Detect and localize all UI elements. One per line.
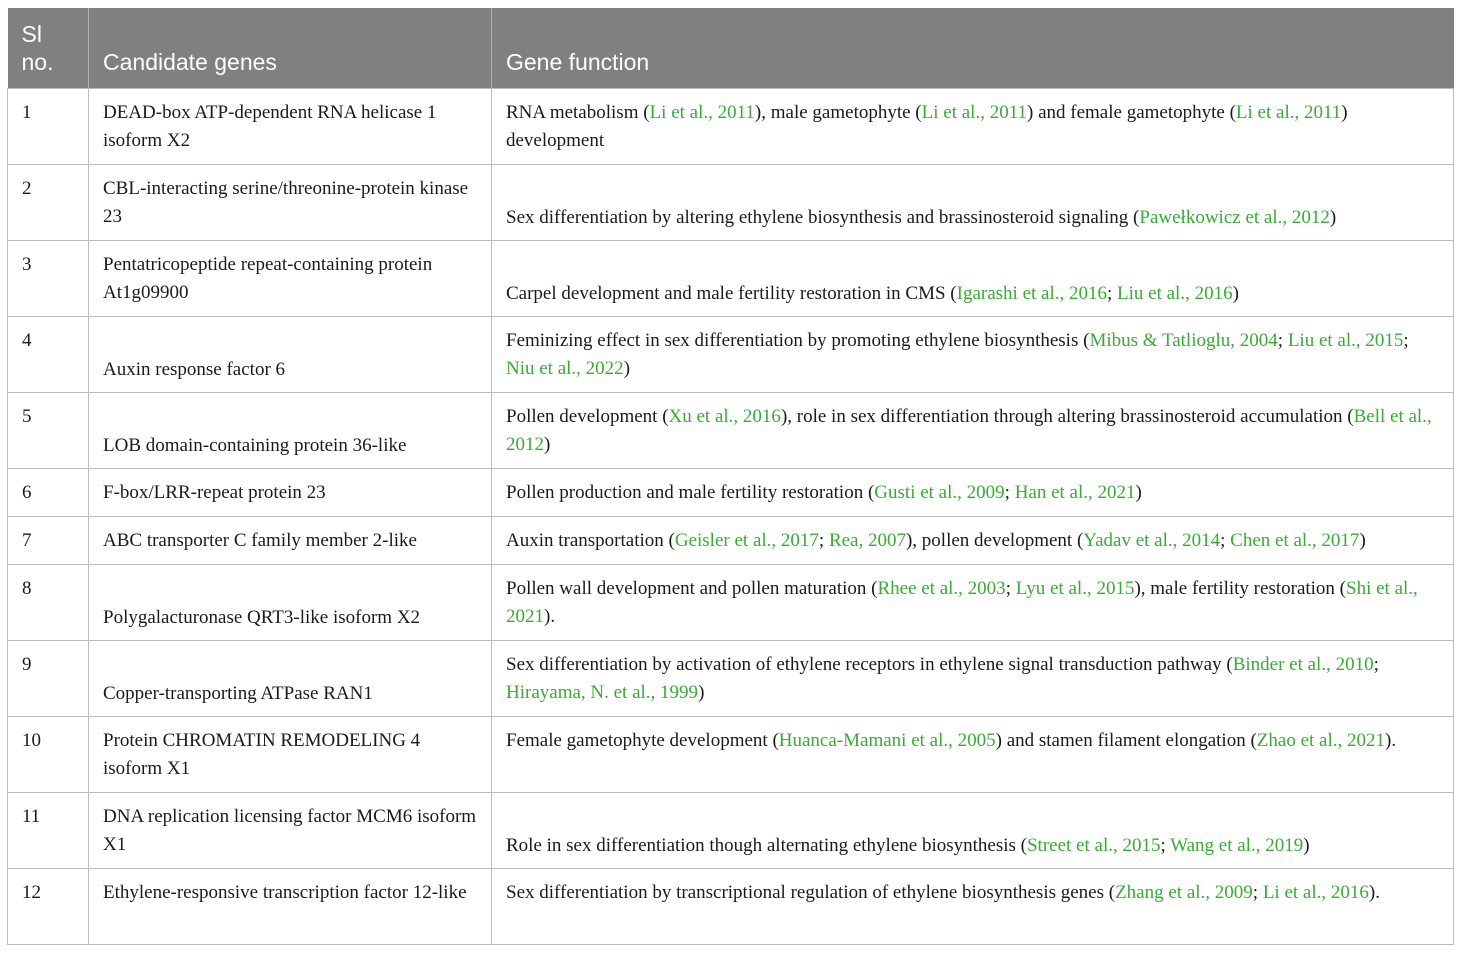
cell-gene-function — [492, 469, 1454, 517]
cell-sl-no: 8 — [8, 565, 89, 641]
function-text: Feminizing effect in sex differentiation by promoting ethylene biosynthesis ( — [506, 330, 1090, 351]
cell-candidate-gene: Ethylene-responsive transcription factor 12-like — [89, 869, 492, 945]
reference-link[interactable]: Li et al., 2011 — [921, 102, 1027, 123]
cell-sl-no: 12 — [8, 869, 89, 945]
function-text: ; — [1160, 834, 1171, 856]
reference-link[interactable]: Wang et al., 2019 — [1170, 834, 1304, 856]
cell-sl-no: 11 — [8, 793, 89, 869]
table-row — [8, 317, 1454, 393]
function-text: ; — [1220, 530, 1231, 551]
reference-link[interactable]: Li et al., 2011 — [1235, 102, 1342, 123]
candidate-genes-table — [7, 8, 1454, 945]
function-text: ; — [818, 530, 829, 551]
function-text: Pollen wall development and pollen maturation ( — [506, 578, 878, 599]
table-row — [8, 393, 1454, 469]
function-text: ), male fertility restoration ( — [1134, 578, 1347, 599]
function-text: Sex differentiation by transcriptional regulation of ethylene biosynthesis genes ( — [506, 882, 1116, 903]
table-row — [8, 517, 1454, 565]
reference-link[interactable]: Rea, 2007 — [828, 530, 906, 551]
reference-link[interactable]: Chen et al., 2017 — [1230, 530, 1360, 551]
table-row — [8, 717, 1454, 793]
cell-gene-function — [492, 89, 1454, 165]
reference-link[interactable]: Rhee et al., 2003 — [877, 578, 1006, 599]
reference-link[interactable]: Bell et al., 2012 — [506, 406, 1432, 455]
reference-link[interactable]: Binder et al., 2010 — [1232, 654, 1374, 675]
reference-link[interactable]: Shi et al., 2021 — [506, 578, 1418, 627]
cell-candidate-gene: Auxin response factor 6 — [89, 317, 492, 393]
cell-gene-function — [492, 393, 1454, 469]
function-text: ; — [1373, 654, 1379, 675]
header-gene-function: Gene function — [492, 8, 1454, 89]
cell-gene-function — [492, 793, 1454, 869]
cell-candidate-gene: CBL-interacting serine/threonine-protein kinase 23 — [89, 165, 492, 241]
cell-candidate-gene: Pentatricopeptide repeat-containing protein At1g09900 — [89, 241, 492, 317]
function-text: Carpel development and male fertility restoration in CMS ( — [506, 282, 957, 304]
header-candidate-genes: Candidate genes — [89, 8, 492, 89]
reference-link[interactable]: Niu et al., 2022 — [506, 357, 624, 379]
cell-sl-no: 9 — [8, 641, 89, 717]
reference-link[interactable]: Mibus & Tatlioglu, 2004 — [1089, 330, 1278, 351]
function-text: ; — [1277, 330, 1288, 351]
header-sl-no: Sl no. — [8, 8, 89, 89]
function-text: ) — [1303, 834, 1310, 856]
function-text: Auxin transportation ( — [506, 530, 675, 551]
function-text: Pollen development ( — [506, 406, 669, 427]
table-row — [8, 565, 1454, 641]
cell-sl-no: 3 — [8, 241, 89, 317]
cell-sl-no: 6 — [8, 469, 89, 517]
cell-sl-no: 10 — [8, 717, 89, 793]
cell-gene-function — [492, 565, 1454, 641]
cell-sl-no: 7 — [8, 517, 89, 565]
table-row — [8, 469, 1454, 517]
table-body — [8, 89, 1454, 945]
cell-gene-function — [492, 165, 1454, 241]
function-text: Sex differentiation by altering ethylene biosynthesis and brassinosteroid signaling ( — [506, 206, 1140, 228]
cell-sl-no: 1 — [8, 89, 89, 165]
function-text: Role in sex differentiation though alternating ethylene biosynthesis ( — [506, 834, 1027, 856]
function-text: RNA metabolism ( — [506, 102, 650, 123]
function-text: ) — [544, 433, 551, 455]
table-header — [8, 8, 1454, 89]
cell-sl-no: 2 — [8, 165, 89, 241]
reference-link[interactable]: Huanca-Mamani et al., 2005 — [778, 730, 996, 751]
cell-candidate-gene: Copper-transporting ATPase RAN1 — [89, 641, 492, 717]
reference-link[interactable]: Geisler et al., 2017 — [674, 530, 819, 551]
cell-candidate-gene: DEAD-box ATP-dependent RNA helicase 1 isoform X2 — [89, 89, 492, 165]
table-row — [8, 165, 1454, 241]
cell-candidate-gene: F-box/LRR-repeat protein 23 — [89, 469, 492, 517]
cell-gene-function — [492, 517, 1454, 565]
reference-link[interactable]: Pawełkowicz et al., 2012 — [1139, 206, 1330, 228]
reference-link[interactable]: Liu et al., 2016 — [1117, 282, 1233, 304]
table-row — [8, 869, 1454, 945]
function-text: ) — [623, 357, 631, 379]
gene-table-container — [7, 8, 1453, 945]
table-row — [8, 241, 1454, 317]
reference-link[interactable]: Han et al., 2021 — [1014, 482, 1136, 503]
function-text: ), role in sex differentiation through altering brassinosteroid accumulation ( — [780, 406, 1354, 427]
function-text: Sex differentiation by activation of ethylene receptors in ethylene signal transduction pathway ( — [506, 654, 1233, 675]
function-text: ), male gametophyte ( — [754, 102, 922, 123]
cell-gene-function — [492, 869, 1454, 945]
cell-gene-function — [492, 241, 1454, 317]
cell-candidate-gene: Polygalacturonase QRT3-like isoform X2 — [89, 565, 492, 641]
function-text: ). — [544, 605, 556, 627]
function-text: Pollen production and male fertility restoration ( — [506, 482, 875, 503]
function-text: ) — [1359, 530, 1366, 551]
table-row — [8, 89, 1454, 165]
cell-gene-function — [492, 317, 1454, 393]
table-row — [8, 793, 1454, 869]
function-text: ) — [1135, 482, 1142, 503]
function-text: ; — [1005, 578, 1016, 599]
cell-gene-function — [492, 641, 1454, 717]
cell-gene-function — [492, 717, 1454, 793]
function-text: ). — [1368, 882, 1380, 903]
cell-candidate-gene: ABC transporter C family member 2-like — [89, 517, 492, 565]
cell-candidate-gene: DNA replication licensing factor MCM6 isoform X1 — [89, 793, 492, 869]
cell-sl-no: 4 — [8, 317, 89, 393]
function-text: ; — [1252, 882, 1263, 903]
function-text: ; — [1004, 482, 1015, 503]
reference-link[interactable]: Zhao et al., 2021 — [1256, 730, 1386, 751]
cell-sl-no: 5 — [8, 393, 89, 469]
reference-link[interactable]: Lyu et al., 2015 — [1015, 578, 1135, 599]
function-text: ), pollen development ( — [905, 530, 1084, 551]
function-text: ; — [1403, 330, 1409, 351]
reference-link[interactable]: Li et al., 2016 — [1262, 882, 1369, 903]
reference-link[interactable]: Street et al., 2015 — [1026, 834, 1161, 856]
reference-link[interactable]: Xu et al., 2016 — [668, 406, 781, 427]
table-row — [8, 641, 1454, 717]
cell-candidate-gene: Protein CHROMATIN REMODELING 4 isoform X1 — [89, 717, 492, 793]
reference-link[interactable]: Li et al., 2011 — [649, 102, 755, 123]
function-text: ). — [1385, 730, 1397, 751]
cell-candidate-gene: LOB domain-containing protein 36-like — [89, 393, 492, 469]
function-text: ) and female gametophyte ( — [1027, 102, 1236, 123]
reference-link[interactable]: Hirayama, N. et al., 1999 — [506, 681, 699, 703]
function-text: ) — [698, 681, 705, 703]
reference-link[interactable]: Gusti et al., 2009 — [874, 482, 1005, 503]
function-text: ) development — [506, 102, 1348, 151]
function-text: Female gametophyte development ( — [506, 730, 779, 751]
function-text: ) — [1329, 206, 1337, 228]
reference-link[interactable]: Igarashi et al., 2016 — [956, 282, 1107, 304]
header-row — [8, 8, 1454, 89]
reference-link[interactable]: Zhang et al., 2009 — [1115, 882, 1253, 903]
function-text: ) — [1232, 282, 1239, 304]
reference-link[interactable]: Liu et al., 2015 — [1287, 330, 1404, 351]
reference-link[interactable]: Yadav et al., 2014 — [1083, 530, 1221, 551]
function-text: ) and stamen filament elongation ( — [995, 730, 1257, 751]
function-text: ; — [1107, 282, 1118, 304]
